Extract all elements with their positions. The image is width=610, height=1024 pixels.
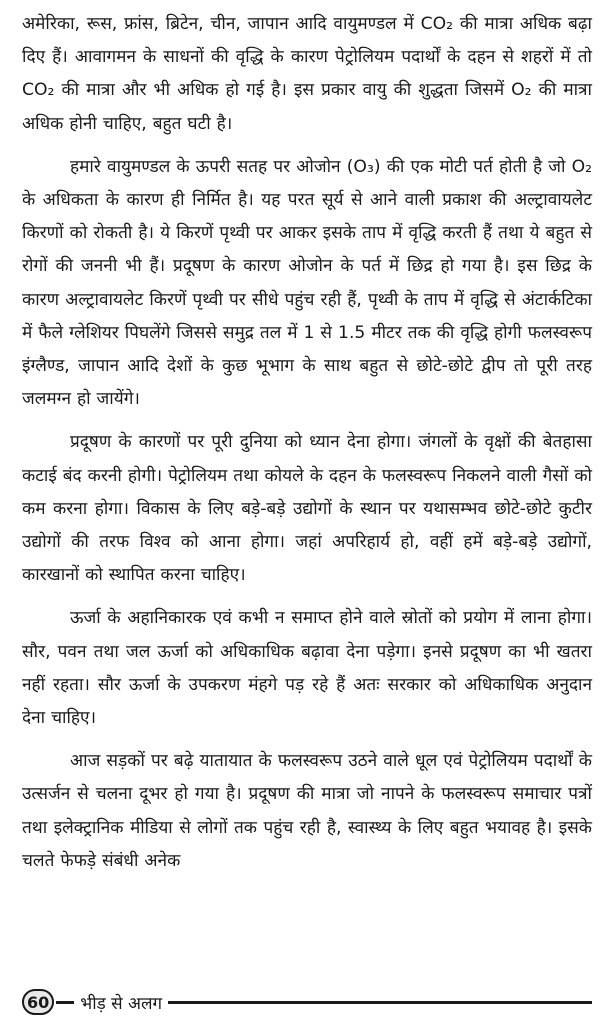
paragraph-co2-emissions: अमेरिका, रूस, फ्रांस, ब्रिटेन, चीन, जापान आदि वायुमण्डल में CO₂ की मात्रा अधिक बढ़ा दिए हैं। आवागमन के साधनों की वृद्धि के कारण पेट्रोलियम पदार्थों के दहन से शहरों में तो CO₂ की मात्रा और भी अधिक हो गई है। इस प्रकार वायु की शुद्धता जिसमें O₂ की मात्रा अधिक होनी चाहिए, बहुत घटी है।: [22, 14, 592, 134]
book-title: भीड़ से अलग: [80, 993, 163, 1014]
paragraph-pollution-causes: प्रदूषण के कारणों पर पूरी दुनिया को ध्यान देना होगा। जंगलों के वृक्षों की बेतहासा कटाई बंद करनी होगी। पेट्रोलियम तथा कोयले के दहन के फलस्वरूप निकलने वाली गैसों को कम करना होगा। विकास के लिए बड़े-बड़े उद्योगों के स्थान पर यथासम्भव छोटे-छोटे कुटीर उद्योगों की तरफ विश्व को आना होगा। जहां अपरिहार्य हो, वहीं हमें बड़े-बड़े उद्योगों, कारखानों को स्थापित करना चाहिए।: [22, 432, 592, 586]
paragraph-renewable-energy: ऊर्जा के अहानिकारक एवं कभी न समाप्त होने वाले स्रोतों को प्रयोग में लाना होगा। सौर, पवन तथा जल ऊर्जा को अधिकाधिक बढ़ावा देना पड़ेगा। इनसे प्रदूषण का भी खतरा नहीं रहता। सौर ऊर्जा के उपकरण मंहगे पड़ रहे हैं अतः सरकार को अधिकाधिक अनुदान देना चाहिए।: [22, 608, 592, 729]
page-number: 60: [22, 989, 54, 1015]
paragraph-ozone-layer: हमारे वायुमण्डल के ऊपरी सतह पर ओजोन (O₃) की एक मोटी पर्त होती है जो O₂ के अधिकता के कारण ही निर्मित है। यह परत सूर्य से आने वाली प्रकाश की अल्ट्रावायलेट किरणों को रोकती है। ये किरणें पृथ्वी पर आकर इसके ताप में वृद्धि करती हैं तथा ये बहुत से रोगों की जननी भी हैं। प्रदूषण के कारण ओजोन के पर्त में छिद्र हो गया है। इस छिद्र के कारण अल्ट्रावायलेट किरणें पृथ्वी पर सीधे पहुंच रही हैं, पृथ्वी के ताप में वृद्धि से अंटार्कटिका में फैले ग्लेशियर पिघलेंगे जिससे समुद्र तल में 1 से 1.5 मीटर तक की वृद्धि होगी फलस्वरूप इंग्लैण्ड, जापान आदि देशों के कुछ भूभाग के साथ बहुत से छोटे-छोटे द्वीप तो पूरी तरह जलमग्न हो जायेंगे।: [22, 156, 592, 410]
paragraph-traffic-pollution: आज सड़कों पर बढ़े यातायात के फलस्वरूप उठने वाले धूल एवं पेट्रोलियम पदार्थों के उत्सर्जन से चलना दूभर हो गया है। प्रदूषण की मात्रा जो नापने के फलस्वरूप समाचार पत्रों तथा इलेक्ट्रानिक मीडिया से लोगों तक पहुंच रही है, स्वास्थ्य के लिए बहुत भयावह है। इसके चलते फेफड़े संबंधी अनेक: [22, 751, 592, 871]
footer-rule-long: [168, 1001, 592, 1004]
footer-rule-short: [56, 1001, 74, 1004]
page-body: [22, 8, 592, 888]
page-footer: [22, 984, 592, 1020]
